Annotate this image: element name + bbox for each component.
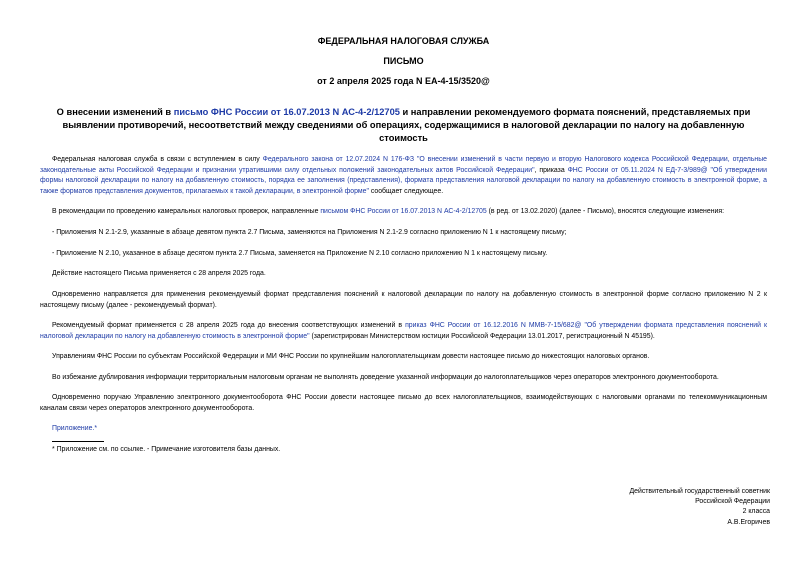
agency-name: ФЕДЕРАЛЬНАЯ НАЛОГОВАЯ СЛУЖБА	[317, 36, 490, 46]
title-text-2: и направлении рекомендуемого формата пояснений, представляемых при выявлении противоречий, несоответствий между сведениями об операциях, содержащимися в налоговой декларации по налогу на добавленную стоимость	[62, 107, 751, 143]
paragraph-10: Одновременно поручаю Управлению электронного документооборота ФНС России довести настоящее письмо до всех налогоплательщиков, взаимодействующих с налоговыми органами по телекоммуникационным каналам связи через операторов электронного документооборота.	[40, 394, 767, 412]
p1-link-order[interactable]: ФНС России от 05.11.2024 N ЕД-7-3/989@ "Об утверждении формы налоговой декларации по налогу на добавленную стоимость, порядка ее заполнения (представления), формата представления налоговой декларации по налогу на добавленную стоимость в электронной форме, а также форматов представления документов, прилагаемых к такой декларации, в электронной форме"	[40, 166, 767, 195]
paragraph-4: - Приложение N 2.10, указанное в абзаце десятом пункта 2.7 Письма, заменяется на Приложение N 2.10 согласно приложению N 1 к настоящему письму.	[52, 250, 548, 257]
paragraph-2	[40, 207, 767, 218]
p1-text-3: сообщает следующее.	[368, 187, 444, 195]
p1-text-2: , приказа	[534, 166, 568, 174]
signature-name: А.В.Егоричев	[727, 519, 770, 526]
attachment-link[interactable]: Приложение.*	[52, 425, 98, 432]
footnote: * Приложение см. по ссылке. - Примечание изготовителя базы данных.	[52, 446, 281, 453]
footnote-divider	[52, 441, 104, 442]
document-date-number: от 2 апреля 2025 года N ЕА-4-15/3520@	[317, 76, 490, 86]
p2-text-2: (в ред. от 13.02.2020) (далее - Письмо), вносятся следующие изменения:	[486, 208, 724, 215]
paragraph-5: Действие настоящего Письма применяется с 28 апреля 2025 года.	[52, 270, 266, 277]
title-text-1: О внесении изменений в	[56, 107, 174, 117]
p2-link-letter[interactable]: письмом ФНС России от 16.07.2013 N АС-4-2/12705	[320, 208, 487, 215]
attachment-link-wrap	[40, 424, 767, 435]
signature-title-2: Российской Федерации	[695, 498, 770, 505]
paragraph-8: Управлениям ФНС России по субъектам Российской Федерации и МИ ФНС России по крупнейшим налогоплательщикам довести настоящее письмо до нижестоящих налоговых органов.	[52, 353, 650, 360]
paragraph-6: Одновременно направляется для применения рекомендуемый формат представления пояснений к налоговой декларации по налогу на добавленную стоимость в электронной форме согласно приложению N 2 к настоящему письму (далее - рекомендуемый формат).	[40, 291, 767, 309]
paragraph-3: - Приложения N 2.1-2.9, указанные в абзаце девятом пункта 2.7 Письма, заменяются на Приложения N 2.1-2.9 согласно приложению N 1 к настоящему письму;	[52, 229, 567, 236]
p2-text-1: В рекомендации по проведению камеральных налоговых проверок, направленные	[52, 208, 321, 215]
p7-link-order[interactable]: приказ ФНС России от 16.12.2016 N ММВ-7-15/682@ "Об утверждении формата представления пояснений к налоговой декларации по налогу на добавленную стоимость в электронной форме"	[40, 322, 767, 340]
document-title	[40, 106, 767, 145]
p1-link-federal-law[interactable]: Федерального закона от 12.07.2024 N 176-ФЗ "О внесении изменений в части первую и вторую Налогового кодекса Российской Федерации, отдельные законодательные акты Российской Федерации и признании утратившими силу отдельных положений законодательных актов Российской Федерации"	[40, 156, 768, 174]
document-type: ПИСЬМО	[383, 56, 424, 66]
paragraph-7	[40, 321, 767, 342]
p7-text-2: (зарегистрирован Министерством юстиции Российской Федерации 13.01.2017, регистрационный N 45195).	[309, 332, 655, 340]
signature-title-1: Действительный государственный советник	[629, 488, 770, 495]
signature-title-3: 2 класса	[742, 508, 770, 515]
paragraph-9: Во избежание дублирования информации территориальным налоговым органам не выполнять доведение указанной информации до налогоплательщиков через операторов электронного документооборота.	[52, 374, 719, 381]
p7-text-1: Рекомендуемый формат применяется с 28 апреля 2025 года до внесения соответствующих изменений в	[52, 322, 406, 329]
title-link-letter[interactable]: письмо ФНС России от 16.07.2013 N АС-4-2/12705	[173, 107, 400, 117]
paragraph-1	[40, 155, 767, 197]
p1-text-1: Федеральная налоговая служба в связи с вступлением в силу	[52, 156, 263, 163]
